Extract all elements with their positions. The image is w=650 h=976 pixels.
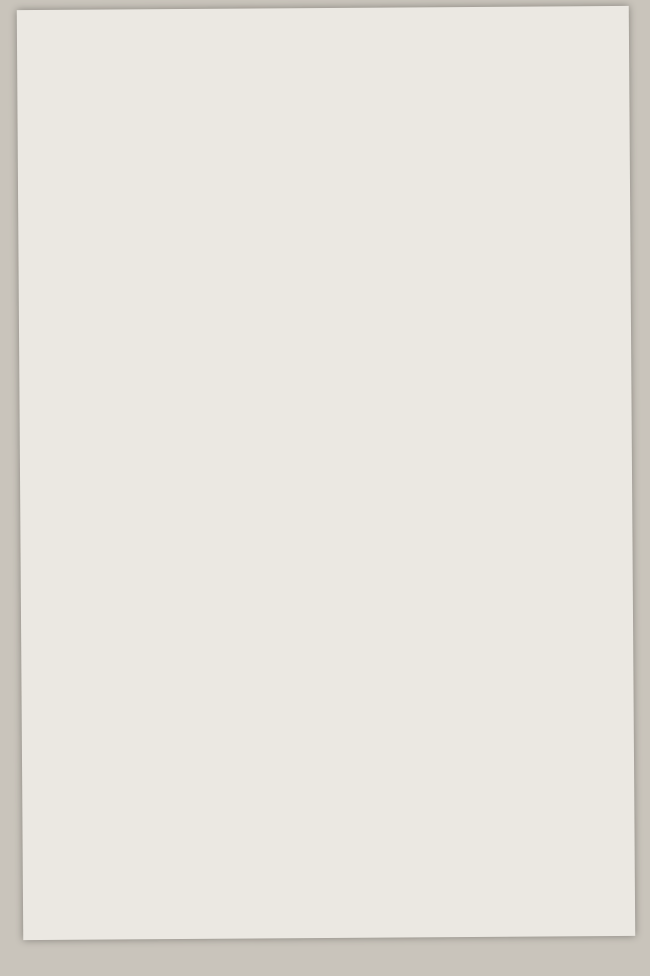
exam-paper [17,6,635,940]
page-content [117,76,617,91]
top-questions [117,76,617,79]
article-source [117,80,617,83]
page-number [117,88,617,91]
question-13-options [117,82,617,85]
article-author [117,80,617,83]
footnotes [117,80,617,83]
article-body [117,80,617,83]
article-title [117,80,617,83]
question-13-stem [117,82,617,85]
